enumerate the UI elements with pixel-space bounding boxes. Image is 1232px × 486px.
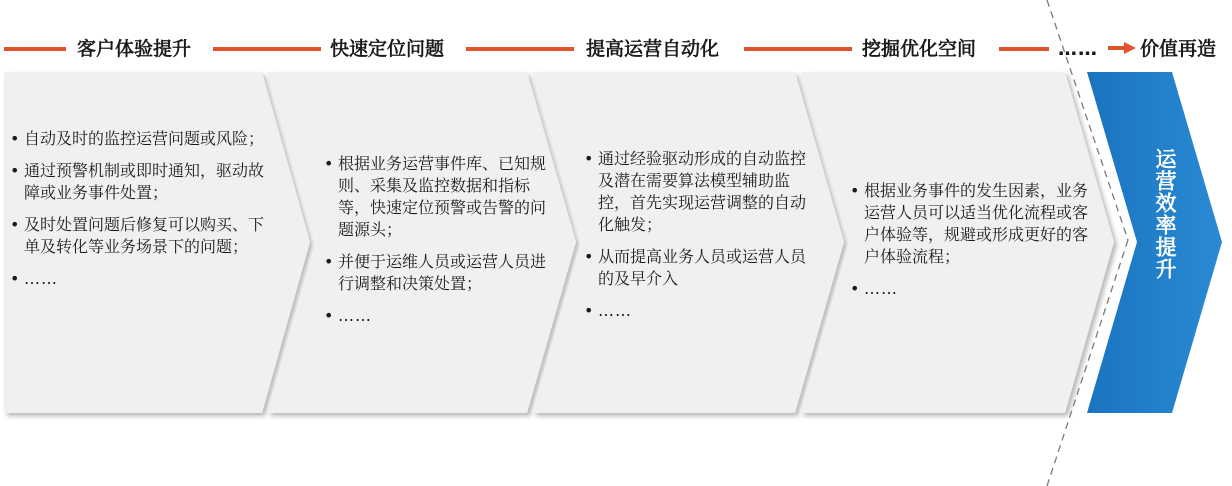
header-line-5 (999, 47, 1049, 51)
header-line-3 (466, 47, 574, 51)
header-arrow-icon (1124, 42, 1136, 54)
stage-3-bullet-3: • …… (584, 301, 632, 320)
stage-4-content (850, 180, 1090, 310)
stage-2-bullet-3: • …… (324, 306, 372, 325)
header-line-4 (744, 47, 852, 51)
stage-3-title: 提高运营自动化 (586, 38, 720, 60)
stage-3-content (584, 148, 816, 332)
header-ellipsis: …… (1058, 38, 1098, 60)
stage-1-bullet-2: • 通过预警机制或即时通知，驱动故障或业务事件处置； (10, 161, 265, 202)
stage-1-bullet-1: • 自动及时的监控运营问题或风险； (10, 129, 265, 148)
header-line-2 (213, 47, 321, 51)
stage-2-content (324, 153, 556, 337)
stage-4-title: 挖掘优化空间 (862, 38, 977, 60)
stage-1-content (10, 128, 278, 300)
stage-1-title: 客户体验提升 (77, 38, 192, 60)
stage-1-bullet-4: • …… (10, 269, 58, 288)
stage-4-bullet-2: • …… (850, 279, 898, 298)
header-line-1 (4, 47, 66, 51)
final-arrow-text: 运营效率提升 (1153, 148, 1177, 280)
stage-3-bullet-1: • 通过经验驱动形成的自动监控及潜在需要算法模型辅助监控，首先实现运营调整的自动化触发； (584, 149, 807, 234)
stage-2-bullet-2: • 并便于运维人员或运营人员进行调整和决策处置； (324, 252, 547, 293)
stage-1-bullet-3: • 及时处置问题后修复可以购买、下单及转化等业务场景下的问题； (10, 215, 265, 256)
stage-3-bullet-2: • 从而提高业务人员或运营人员的及早介入 (584, 247, 807, 288)
stage-4-bullet-1: • 根据业务事件的发生因素，业务运营人员可以适当优化流程或客户体验等，规避或形成更好的客户体验流程； (850, 181, 1089, 266)
stage-2-title: 快速定位问题 (330, 38, 445, 60)
stage-2-bullet-1: • 根据业务运营事件库、已知规则、采集及监控数据和指标等，快速定位预警或告警的问题源头； (324, 154, 547, 239)
final-title: 价值再造 (1140, 38, 1217, 60)
